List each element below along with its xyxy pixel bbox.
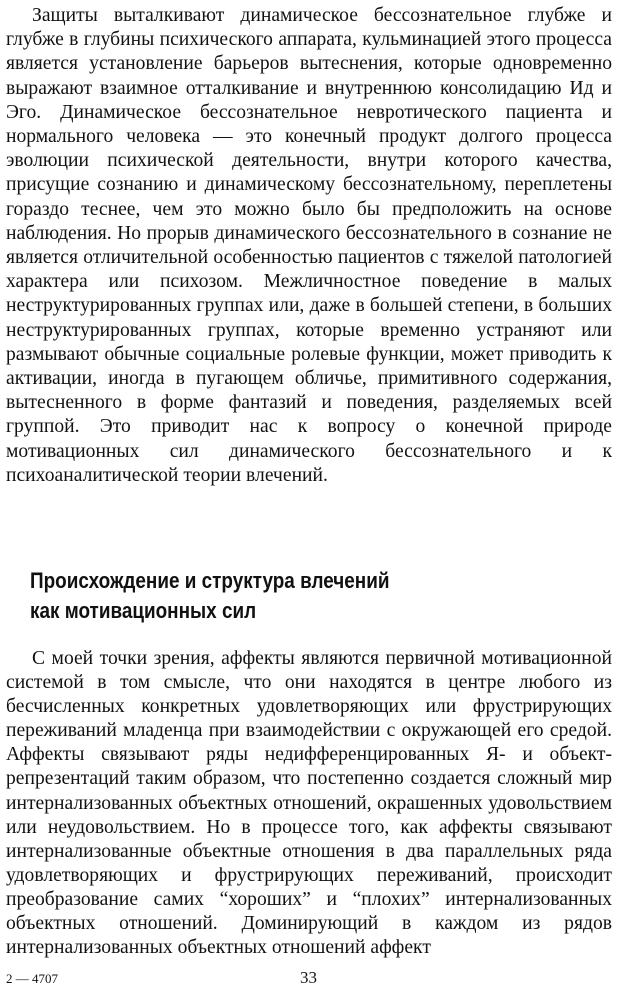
- section-heading: [30, 566, 512, 626]
- page-number: 33: [300, 968, 317, 987]
- section-heading-line-2: как мотивационных сил: [30, 598, 257, 623]
- signature-mark: 2 — 4707: [6, 971, 58, 986]
- body-paragraph-2: С моей точки зрения, аффекты являются первичной мотивационной системой в том смысле, что они находятся в центре любого из бесчисленных конкретных удовлетворяющих или фрустрирующих переживаний младенца при взаимодействии с окружающей его средой. Аффекты связывают ряды недифференцированных Я- и объект-репрезентаций таким образом, что постепенно создается сложный мир интернализованных объектных отношений, окрашенных удовольствием или неудовольствием. Но в процессе того, как аффекты связывают интернализованные объектные отношения в два параллельных ряда удовлетворяющих и фрустрирующих переживаний, происходит преобразование самих “хороших” и “плохих” интернализованных объектных отношений. Доминирующий в каждом из рядов интернализованных объектных отношений аффект: [6, 648, 612, 959]
- section-heading-line-1: Происхождение и структура влечений: [30, 568, 390, 593]
- body-paragraph-1: Защиты выталкивают динамическое бессознательное глубже и глубже в глубины психического аппарата, кульминацией этого процесса является установление барьеров вытеснения, которые одновременно выражают взаимное отталкивание и внутреннюю консолидацию Ид и Эго. Динамическое бессознательное невротического пациента и нормального человека — это конечный продукт долгого процесса эволюции психической деятельности, внутри которого качества, присущие сознанию и динамическому бессознательному, переплетены гораздо теснее, чем это можно было бы предположить на основе наблюдения. Но прорыв динамического бессознательного в сознание не является отличительной особенностью пациентов с тяжелой патологией характера или психозом. Межличностное поведение в малых неструктурированных группах или, даже в большей степени, в больших неструктурированных группах, которые временно устраняют или размывают обычные социальные ролевые функции, может приводить к активации, иногда в пугающем обличье, примитивного содержания, вытесненного в форме фантазий и поведения, разделяемых всей группой. Это приводит нас к вопросу о конечной природе мотивационных сил динамического бессознательного и к психоаналитической теории влечений.: [6, 5, 612, 486]
